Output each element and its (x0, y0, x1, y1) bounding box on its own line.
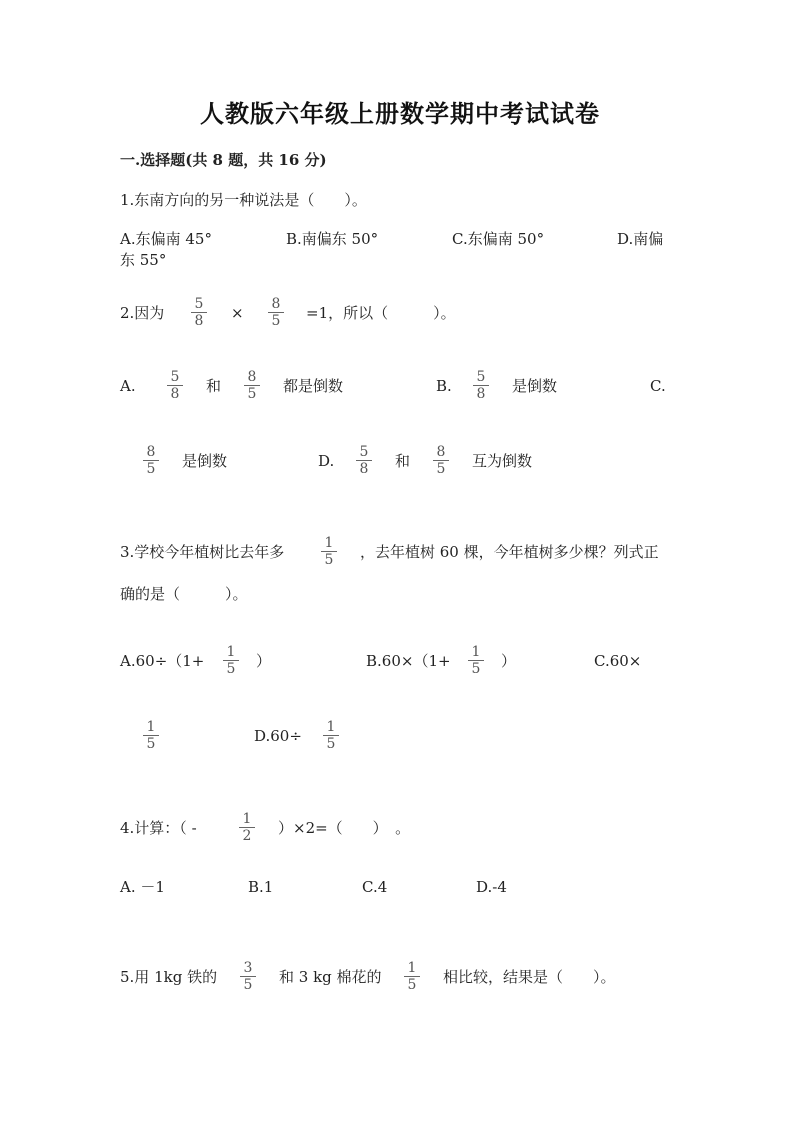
q4-lead: 4.计算：（ - (120, 819, 197, 837)
q2-option-d-label: D. (318, 452, 335, 470)
page-title: 人教版六年级上册数学期中考试试卷 (200, 99, 600, 128)
q4-option-d: D.-4 (476, 878, 507, 896)
q2-option-c-fraction: 8 5 (142, 444, 160, 477)
q3-tail: ，去年植树 60 棵，今年植树多少棵？列式正 (360, 543, 659, 561)
q2-option-c-label: C. (650, 377, 666, 395)
q3-option-a-close: ） (256, 652, 272, 670)
q1-stem: 1.东南方向的另一种说法是（ ）。 (120, 191, 367, 209)
q1-option-c: C.东偏南 50° (452, 230, 545, 248)
q3-option-b-close: ） (501, 652, 517, 670)
q3-option-b-fraction: 1 5 (467, 644, 485, 677)
q5-lead: 5.用 1kg 铁的 (120, 968, 218, 986)
q3-option-d-text: D.60÷ (254, 727, 302, 745)
q5-fraction-2: 1 5 (403, 960, 421, 993)
q2-option-d-text: 互为倒数 (472, 452, 533, 470)
q5-mid: 和 3 kg 棉花的 (279, 968, 382, 986)
q3-line2: 确的是（ ）。 (120, 585, 248, 603)
q4-option-c: C.4 (362, 878, 388, 896)
q2-tail: =1，所以（ ）。 (306, 304, 456, 322)
q3-option-a-fraction: 1 5 (222, 644, 240, 677)
q2-option-d-and: 和 (395, 452, 411, 470)
q4-option-a: A. －1 (120, 878, 165, 896)
q2-option-c-text: 是倒数 (182, 452, 228, 470)
q4-option-b: B.1 (248, 878, 274, 896)
q2-option-a-fraction-1: 5 8 (166, 369, 184, 402)
q3-option-d-fraction: 1 5 (322, 719, 340, 752)
q3-option-a-text: A.60÷（1+ (120, 652, 205, 670)
q2-lead: 2.因为 (120, 304, 165, 322)
q4-fraction: 1 2 (238, 811, 256, 844)
q2-option-b-text: 是倒数 (512, 377, 558, 395)
q5-tail: 相比较，结果是（ ）。 (443, 968, 616, 986)
q3-option-b-text: B.60×（1+ (366, 652, 451, 670)
q2-option-b-label: B. (436, 377, 452, 395)
q1-option-d: D.南偏 (617, 230, 664, 248)
q3-option-c-fraction: 1 5 (142, 719, 160, 752)
q2-option-a-and: 和 (206, 377, 222, 395)
q3-fraction: 1 5 (320, 535, 338, 568)
q2-option-a-text: 都是倒数 (283, 377, 344, 395)
section-heading: 一.选择题(共 8 题，共 16 分) (120, 151, 327, 169)
q2-fraction-2: 8 5 (267, 296, 285, 329)
q1-option-d-cont: 东 55° (120, 251, 167, 269)
q5-fraction-1: 3 5 (239, 960, 257, 993)
q2-fraction-1: 5 8 (190, 296, 208, 329)
q2-option-a-fraction-2: 8 5 (243, 369, 261, 402)
q1-option-a: A.东偏南 45° (120, 230, 212, 248)
q3-lead: 3.学校今年植树比去年多 (120, 543, 285, 561)
q2-option-a-label: A. (120, 377, 136, 395)
q1-option-b: B.南偏东 50° (286, 230, 379, 248)
q2-times: × (231, 304, 244, 322)
q2-option-b-fraction: 5 8 (472, 369, 490, 402)
q3-option-c-text: C.60× (594, 652, 642, 670)
q2-option-d-fraction-1: 5 8 (355, 444, 373, 477)
q4-tail: ）×2=（ ） 。 (278, 819, 411, 837)
q2-option-d-fraction-2: 8 5 (432, 444, 450, 477)
